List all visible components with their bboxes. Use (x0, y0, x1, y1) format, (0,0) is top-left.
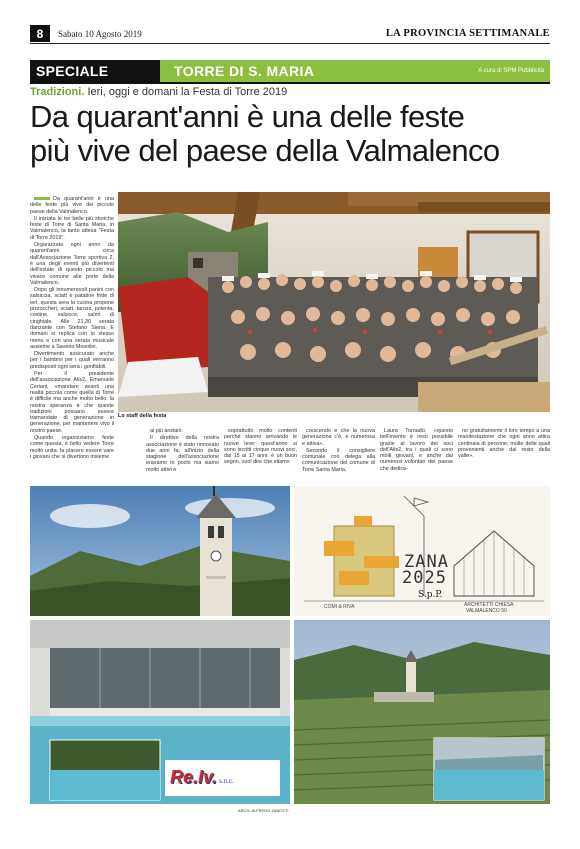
paragraph: Da quarant'anni è una delle feste più vive dei piccolo paese della Valmalenco. (30, 196, 114, 215)
paragraph: Per il presidente dell'associazione Alis2, Emanuele Ceriani, «mandare avanti una realtà piccola come quella di Torre è difficile ma anche molto bello: la nostra speranza è che queste tradizioni possano essere tramandate di generazione in generazione, per mantenere vivo il nostro paese. (30, 371, 114, 434)
article-column-3 (224, 428, 297, 467)
modern-building-pool-photo (30, 620, 290, 804)
newspaper-name: LA PROVINCIA SETTIMANALE (385, 28, 550, 39)
vineyard-illustration (294, 620, 550, 804)
section-topic: TORRE DI S. MARIA (174, 63, 315, 79)
reiv-logo-suffix: s.n.c. (219, 779, 234, 785)
sketch-signature: S.p.P. (418, 590, 443, 600)
pool-illustration (30, 620, 290, 804)
section-band (30, 60, 550, 82)
section-label: SPECIALE (30, 60, 160, 82)
paragraph: no gratuitamente il loro tempo a una manifestazione che ogni anno attira centinaia di persone, molte delle quali provenienti anche dal resto della valle». (458, 428, 550, 460)
article-title (30, 100, 550, 168)
paragraph: Quando organizziamo feste come questa, è bello vedere Torre molto unita: fa piacere essere vare i giovani che si divertono insieme (30, 434, 114, 460)
sketch-label-zana: ZANA (404, 552, 449, 572)
article-kicker (30, 86, 287, 98)
mountain-church-vineyard-photo (294, 620, 550, 804)
title-line-2: più vive del paese della Valmalenco (30, 133, 500, 168)
page-number: 8 (30, 25, 50, 42)
staff-group-photo (118, 192, 550, 412)
paragraph: Il iniziata le tre belle più storiche feste di Torre di Santa Maria, in Valmalenco, la tanto attesa "Festa di Torre 2019". (30, 215, 114, 241)
paragraph: Il direttivo della nostra associazione è stato rinnovato due anni fa; all'inizio della stagione dell'associazione eravamo in pochi ma siamo molto attivi e (146, 435, 219, 473)
article-column-4 (302, 428, 375, 474)
sketch-label-right-1: ARCHITETTI CHIESA (464, 602, 514, 608)
staff-photo-illustration (118, 192, 550, 412)
architect-credit: ARCH. ALFREDO ZANOTTI (238, 808, 289, 813)
paragraph: ai più anziani. (150, 428, 183, 434)
kicker-text: Ieri, oggi e domani la Festa di Torre 2019 (84, 86, 288, 98)
reiv-logo-name: Re.Iv. (170, 767, 218, 787)
photo-caption: Lo staff della festa (118, 413, 167, 419)
sketch-label-left: COMI & RIVA (324, 604, 355, 610)
article-column-5 (380, 428, 453, 473)
page-header (30, 24, 550, 44)
paragraph: soprattutto molto contenti perché stanno arrivando le nuove leve: quest'anno si sono iscritti cinque nuovi soci, dai 15 ai 17 anni: è un buon segno, vuol dire che stiamo (224, 428, 297, 466)
paragraph: Secondo il consigliere comunale con delega alla comunicazione del comune di Torre Santa Maria, (302, 447, 375, 473)
section-credit: A cura di SPM Pubblicità (478, 68, 544, 74)
paragraph: Laura Tornadù, «questo bell'evento è reso possibile grazie al lavoro dei soci dell'Alis2, tra i quali ci sono molti giovani, e anche dai numerosi volontari del paese che dedica- (380, 428, 453, 472)
lead-marker (34, 197, 50, 200)
issue-date: Sabato 10 Agosto 2019 (58, 28, 142, 39)
church-bell-tower-photo (30, 486, 290, 616)
title-line-1: Da quarant'anni è una delle feste (30, 99, 465, 134)
paragraph: Divertimento assicurato anche per i bambini per i quali verranno predisposti ogni sera i gonfiabili. (30, 351, 114, 370)
reiv-logo (170, 767, 233, 788)
article-column-2 (146, 428, 219, 474)
sketch-label-right-2: VALMALENCO 50 (466, 608, 507, 614)
article-column-6 (458, 428, 550, 460)
paragraph: Organizzata ogni anno da quarant'anni circa dall'Associazione Torre sportiva 2, è una degli eventi più divertenti dell'estate di questo piccolo ma vivace comune alle porte della Valmalenco. (30, 242, 114, 286)
sketch-label-year: 2025 (402, 568, 447, 588)
bell-tower-illustration (30, 486, 290, 616)
paragraph: Dopo gli innumerevoli panini con salsiccia, sciatt e patatine fritte di ieri, questa sera la cucina propone pizzoccheri, sciatt, tarozz, polenta, costine, salsicce, salmì di cinghiale. Alle 21,30 serata danzante con Stefano Siena. E domani si replica con lo stesso menu e con una serata musicale assieme a Saverio Mosolini. (30, 287, 114, 350)
band-divider (30, 82, 550, 84)
kicker-keyword: Tradizioni. (30, 86, 85, 98)
article-column-1 (30, 196, 114, 461)
paragraph: crescendo e che la nuova generazione c'è, è numerosa e attiva». (302, 428, 375, 447)
architect-sketch (294, 486, 550, 616)
